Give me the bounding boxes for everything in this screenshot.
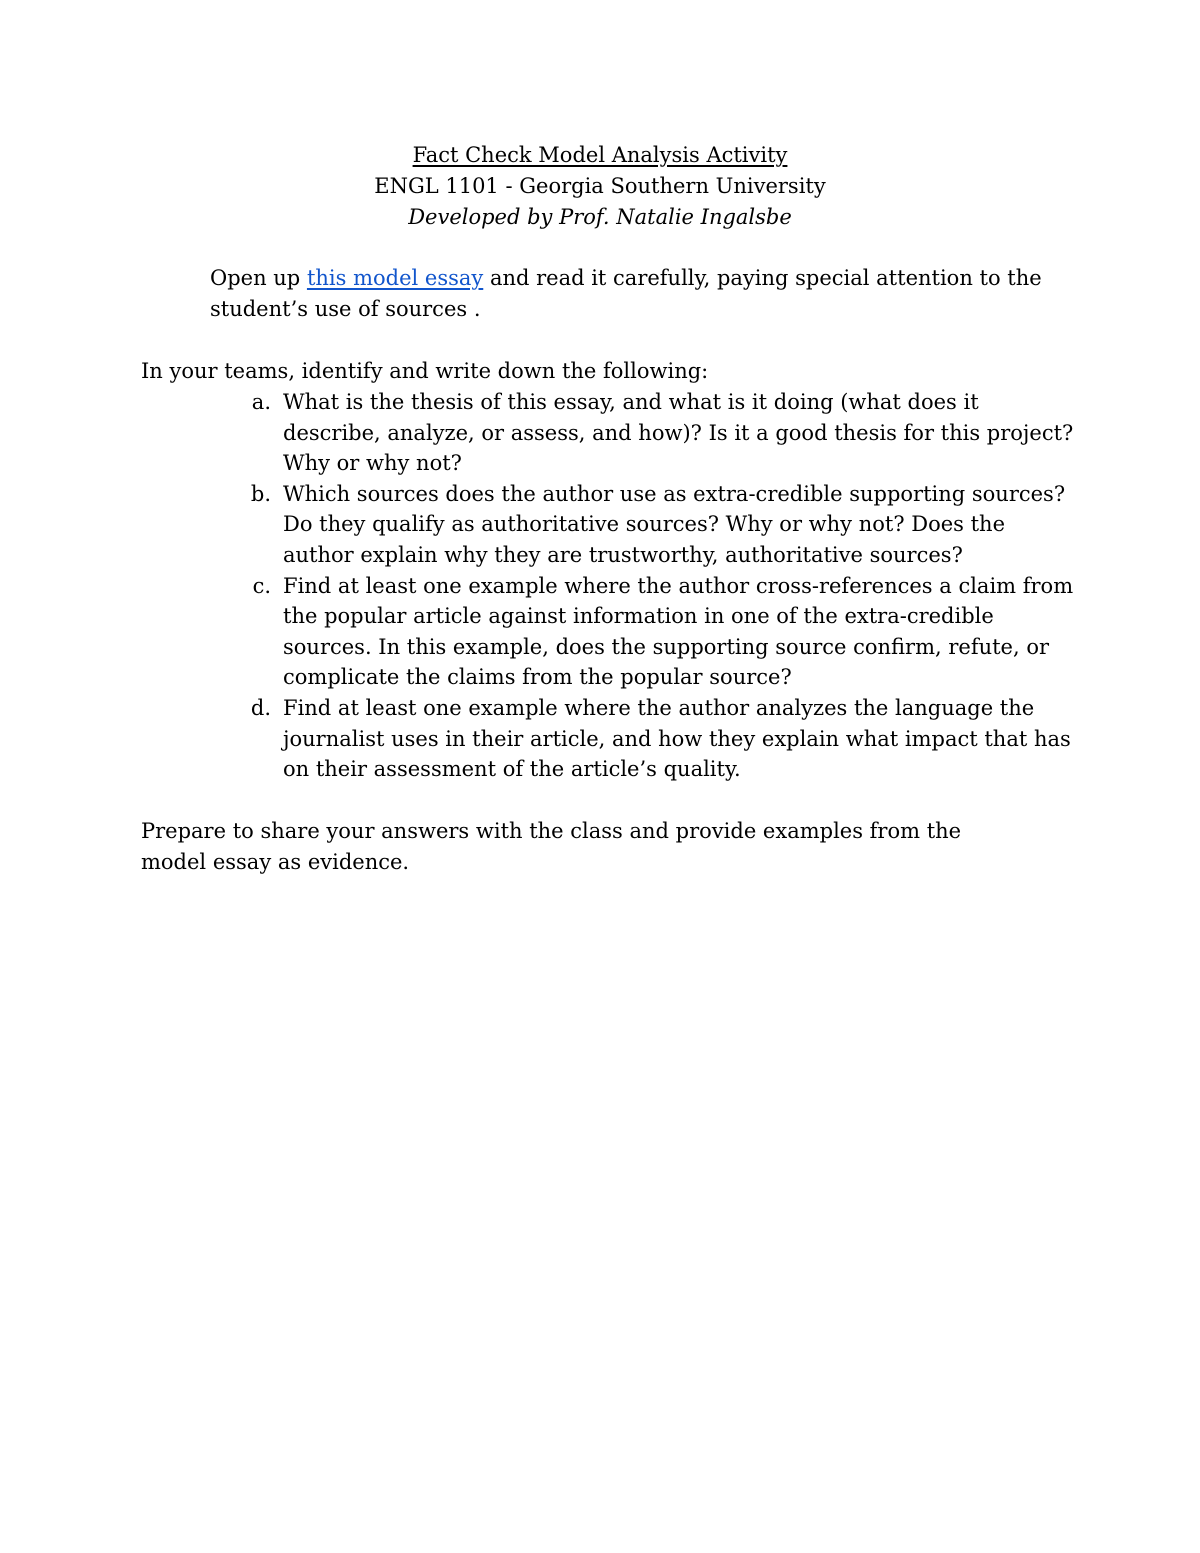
task-item-c	[241, 571, 1081, 693]
task-list	[241, 387, 1081, 785]
intro-paragraph	[210, 263, 1090, 325]
document-header	[0, 140, 1200, 233]
task-marker: d.	[250, 695, 271, 720]
model-essay-link[interactable]: this model essay	[306, 266, 484, 290]
task-text: What is the thesis of this essay, and what is it doing (what does it describe, analyze, or assess, and how)? Is it a good thesis for this project? Why or why not?	[283, 390, 1074, 476]
task-item-d	[241, 693, 1081, 785]
title-text: Fact Check Model Analysis Activity	[412, 143, 788, 167]
page-title	[0, 140, 1200, 171]
task-text: Which sources does the author use as extra-credible supporting sources? Do they qualify as authoritative sources? Why or why not? Does the author explain why they are trustworthy, authoritative sources?	[283, 481, 1066, 567]
task-text: Find at least one example where the author cross-references a claim from the popular article against information in one of the extra-credible sources. In this example, does the supporting source confirm, refute, or complicate the claims from the popular source?	[283, 573, 1074, 690]
closing-paragraph: Prepare to share your answers with the class and provide examples from the model essay as evidence.	[141, 819, 962, 874]
task-marker: c.	[252, 573, 271, 598]
task-item-a	[241, 387, 1081, 479]
task-marker: a.	[251, 390, 271, 414]
task-marker: b.	[250, 481, 271, 506]
task-text: Find at least one example where the author analyzes the language the journalist uses in their article, and how they explain what impact that has on their assessment of the article’s quality.	[283, 695, 1071, 782]
teams-prompt: In your teams, identify and write down the following:	[141, 359, 709, 383]
intro-prefix: Open up	[210, 266, 307, 290]
task-item-b	[241, 479, 1081, 571]
course-line: ENGL 1101 - Georgia Southern University	[374, 174, 826, 198]
author-line: Developed by Prof. Natalie Ingalsbe	[408, 205, 792, 229]
intro-suffix: and read it carefully, paying special attention to the student’s use of sources .	[210, 266, 1042, 321]
